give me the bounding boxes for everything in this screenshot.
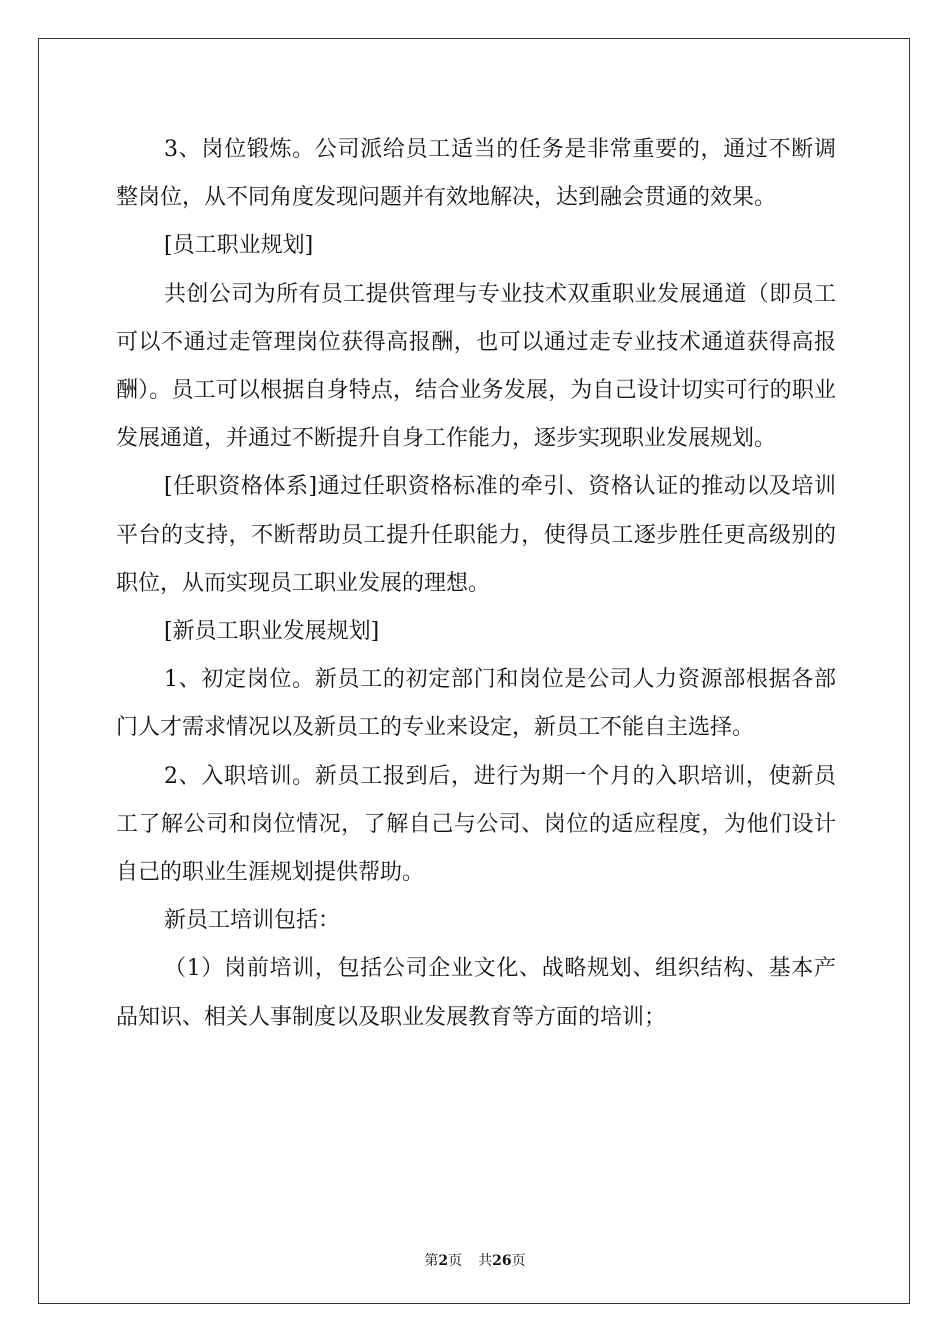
paragraph: 新员工培训包括： [164,908,341,934]
paragraph: 共创公司为所有员工提供管理与专业技术双重职业发展通道（即员工可以不通过走管理岗位获得高报酬，也可以通过走专业技术通道获得高报酬）。员工可以根据自身特点，结合业务发展，为自己设计切实可行的职业发展通道，并通过不断提升自身工作能力，逐步实现职业发展规划。 [116,281,836,452]
document-body [116,126,836,1042]
section-heading: [新员工职业发展规划] [164,619,380,645]
paragraph: （1）岗前培训，包括公司企业文化、战略规划、组织结构、基本产品知识、相关人事制度以及职业发展教育等方面的培训； [116,956,836,1030]
paragraph: 2、入职培训。新员工报到后，进行为期一个月的入职培训，使新员工了解公司和岗位情况，了解自己与公司、岗位的适应程度，为他们设计自己的职业生涯规划提供帮助。 [116,763,836,886]
footer-page-unit: 页 [448,1253,463,1269]
section-heading: [员工职业规划] [164,233,314,259]
paragraph: 1、初定岗位。新员工的初定部门和岗位是公司人力资源部根据各部门人才需求情况以及新员工的专业来设定，新员工不能自主选择。 [116,667,836,741]
footer-total-prefix: 共 [478,1253,493,1269]
paragraph: [任职资格体系]通过任职资格标准的牵引、资格认证的推动以及培训平台的支持，不断帮助员工提升任职能力，使得员工逐步胜任更高级别的职位，从而实现员工职业发展的理想。 [116,474,836,596]
total-page-count: 26 [492,1253,512,1269]
paragraph: 3、岗位锻炼。公司派给员工适当的任务是非常重要的，通过不断调整岗位，从不同角度发现问题并有效地解决，达到融会贯通的效果。 [116,137,836,211]
footer-prefix: 第 [424,1253,439,1269]
footer-total-unit: 页 [511,1253,526,1269]
current-page-number: 2 [438,1253,449,1269]
page-footer [0,1250,950,1270]
